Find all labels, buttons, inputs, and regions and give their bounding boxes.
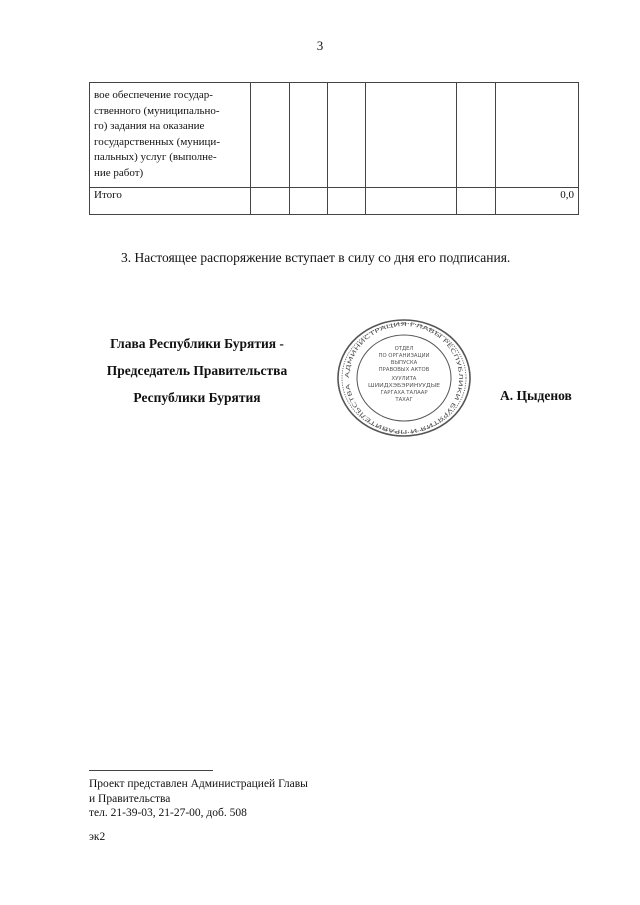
description-line: ние работ) xyxy=(94,166,144,179)
stamp-inner-line: ОТДЕЛ xyxy=(394,346,414,352)
table-cell xyxy=(328,83,366,188)
footnote xyxy=(89,777,308,821)
footnote-line: тел. 21-39-03, 21-27-00, доб. 508 xyxy=(89,807,247,819)
description-line: пальных) услуг (выполне- xyxy=(94,151,217,163)
footnote-divider xyxy=(89,770,213,771)
page-number: 3 xyxy=(316,38,324,53)
stamp-inner-line: ВЫПУСКА xyxy=(390,360,418,366)
footnote-line: Проект представлен Администрацией Главы xyxy=(89,778,308,790)
stamp-outer-text: АДМИНИСТРАЦИЯ ГЛАВЫ РЕСПУБЛИКИ БУРЯТИЯ И ПРАВИТЕЛЬСТВА xyxy=(344,321,464,435)
document-code: эк2 xyxy=(89,831,106,843)
stamp-inner-line: ПРАВОВЫХ АКТОВ xyxy=(378,367,430,373)
description-line: государственных (муници- xyxy=(94,135,220,148)
table-cell xyxy=(328,188,366,215)
table-cell xyxy=(366,83,457,188)
total-label: Итого xyxy=(90,188,251,215)
table-cell xyxy=(251,83,290,188)
table-cell xyxy=(496,83,579,188)
official-stamp xyxy=(336,318,472,438)
signer-name: А. Цыденов xyxy=(500,388,572,403)
table-cell xyxy=(457,83,496,188)
signature-title-line: Глава Республики Бурятия - xyxy=(110,336,284,351)
table-cell xyxy=(290,188,328,215)
stamp-inner-line: ХУУЛИТА xyxy=(391,376,417,382)
signature-title-line: Председатель Правительства xyxy=(106,363,288,378)
table-cell-description xyxy=(90,83,251,188)
table-row-total xyxy=(90,188,579,215)
budget-table xyxy=(89,82,579,215)
description-line: го) задания на оказание xyxy=(94,120,205,132)
signature-title xyxy=(82,334,312,415)
table-cell xyxy=(366,188,457,215)
footnote-line: и Правительства xyxy=(89,792,171,805)
table-cell xyxy=(290,83,328,188)
table-row xyxy=(90,83,579,188)
stamp-inner-line: ТАХАГ xyxy=(395,397,413,403)
description-line: ственного (муниципально- xyxy=(94,104,220,117)
table-cell xyxy=(251,188,290,215)
stamp-inner-line: ШИИДХЭБЭРИНУУДЫЕ xyxy=(368,383,441,389)
signature-title-line: Республики Бурятия xyxy=(133,390,261,405)
description-line: вое обеспечение государ- xyxy=(94,89,213,101)
table-cell xyxy=(457,188,496,215)
total-value: 0,0 xyxy=(496,188,579,215)
stamp-inner-line: ПО ОРГАНИЗАЦИИ xyxy=(378,353,430,359)
stamp-inner-line: ГАРГАХА ТАЛААР xyxy=(380,390,428,396)
effective-date-paragraph: 3. Настоящее распоряжение вступает в силу со дня его подписания. xyxy=(121,250,511,265)
